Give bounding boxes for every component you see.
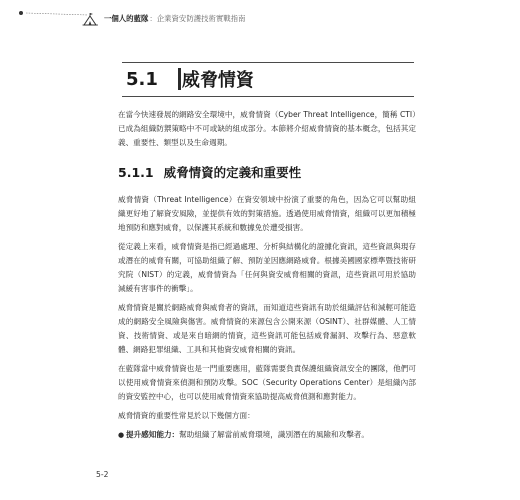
book-subtitle: ：企業資安防護技術實戰指南 [149,14,246,24]
section-heading [126,66,254,92]
body-paragraph: 在藍隊當中威脅情資也是一門重要應用，藍隊需要負責保護組織資訊安全的團隊，他們可以使用威脅情資來偵測和預防攻擊。SOC（Security Operations Center）是組織內部的資安監控中心，也可以使用威脅情資來協助提高威脅偵測和應對能力。 [118,364,416,401]
decorative-dashed-line [18,10,90,16]
section-number: 5.1 [126,68,158,90]
page-number: 5-2 [96,470,109,479]
section-rule-bottom [122,96,414,97]
body-paragraph: 威脅情資的重要性常見於以下幾個方面： [118,411,255,420]
bullet-text: 幫助組織了解當前威脅環境，識別潛在的風險和攻擊者。 [179,430,369,439]
section-rule-top [122,62,414,63]
book-title: 一個人的藍隊 [104,14,149,24]
bullet-label: 提升感知能力： [126,430,180,439]
body-paragraph: 威脅情資是關於網路威脅與威脅者的資訊，而知道這些資訊有助於組織評估和減輕可能造成的網路安全風險與傷害。威脅情資的來源包含公開來源（OSINT）、社群媒體、人工情資、技術情資、或是來自暗網的情資，這些資訊可能包括威脅漏洞、攻擊行為、惡意軟體、網路犯罪組織、工具和其他資安威脅相關的資訊。 [118,303,416,354]
subsection-number: 5.1.1 [118,165,154,180]
body-paragraph: 威脅情資（Threat Intelligence）在資安領域中扮演了重要的角色，因為它可以幫助組織更好地了解資安風險，並提供有效的對策措施。透過使用威脅情資，組織可以更加積極地預防和應對威脅，以保護其系統和數據免於遭受損害。 [118,195,416,232]
tent-logo-icon [82,12,102,26]
running-header [82,12,245,26]
bullet-dot-icon: ● [118,431,125,439]
bullet-text-wrap [126,428,369,442]
section-title: 威脅情資 [181,70,254,91]
body-paragraph: 從定義上來看，威脅情資是指已經過處理、分析與結構化的證據化資訊，這些資訊與現存或潛在的威脅有關，可協助組織了解、預防並因應網路威脅。根據美國國家標準暨技術研究院（NIST）的定義，威脅情資為「任何與資安威脅相關的資訊，這些資訊可用於協助減緩有害事件的衝擊」。 [118,242,416,293]
intro-paragraph: 在當今快速發展的網路安全環境中，威脅情資（Cyber Threat Intelligence，簡稱 CTI）已成為組織防禦策略中不可或缺的組成部分。本節將介紹威脅情資的基本概念，包括其定義、重要性、類型以及生命週期。 [118,110,416,147]
bullet-item [118,428,416,442]
subsection-title: 威脅情資的定義和重要性 [163,165,302,180]
subsection-heading [118,163,416,181]
body-content [118,108,416,442]
section-heading-separator [178,68,181,90]
